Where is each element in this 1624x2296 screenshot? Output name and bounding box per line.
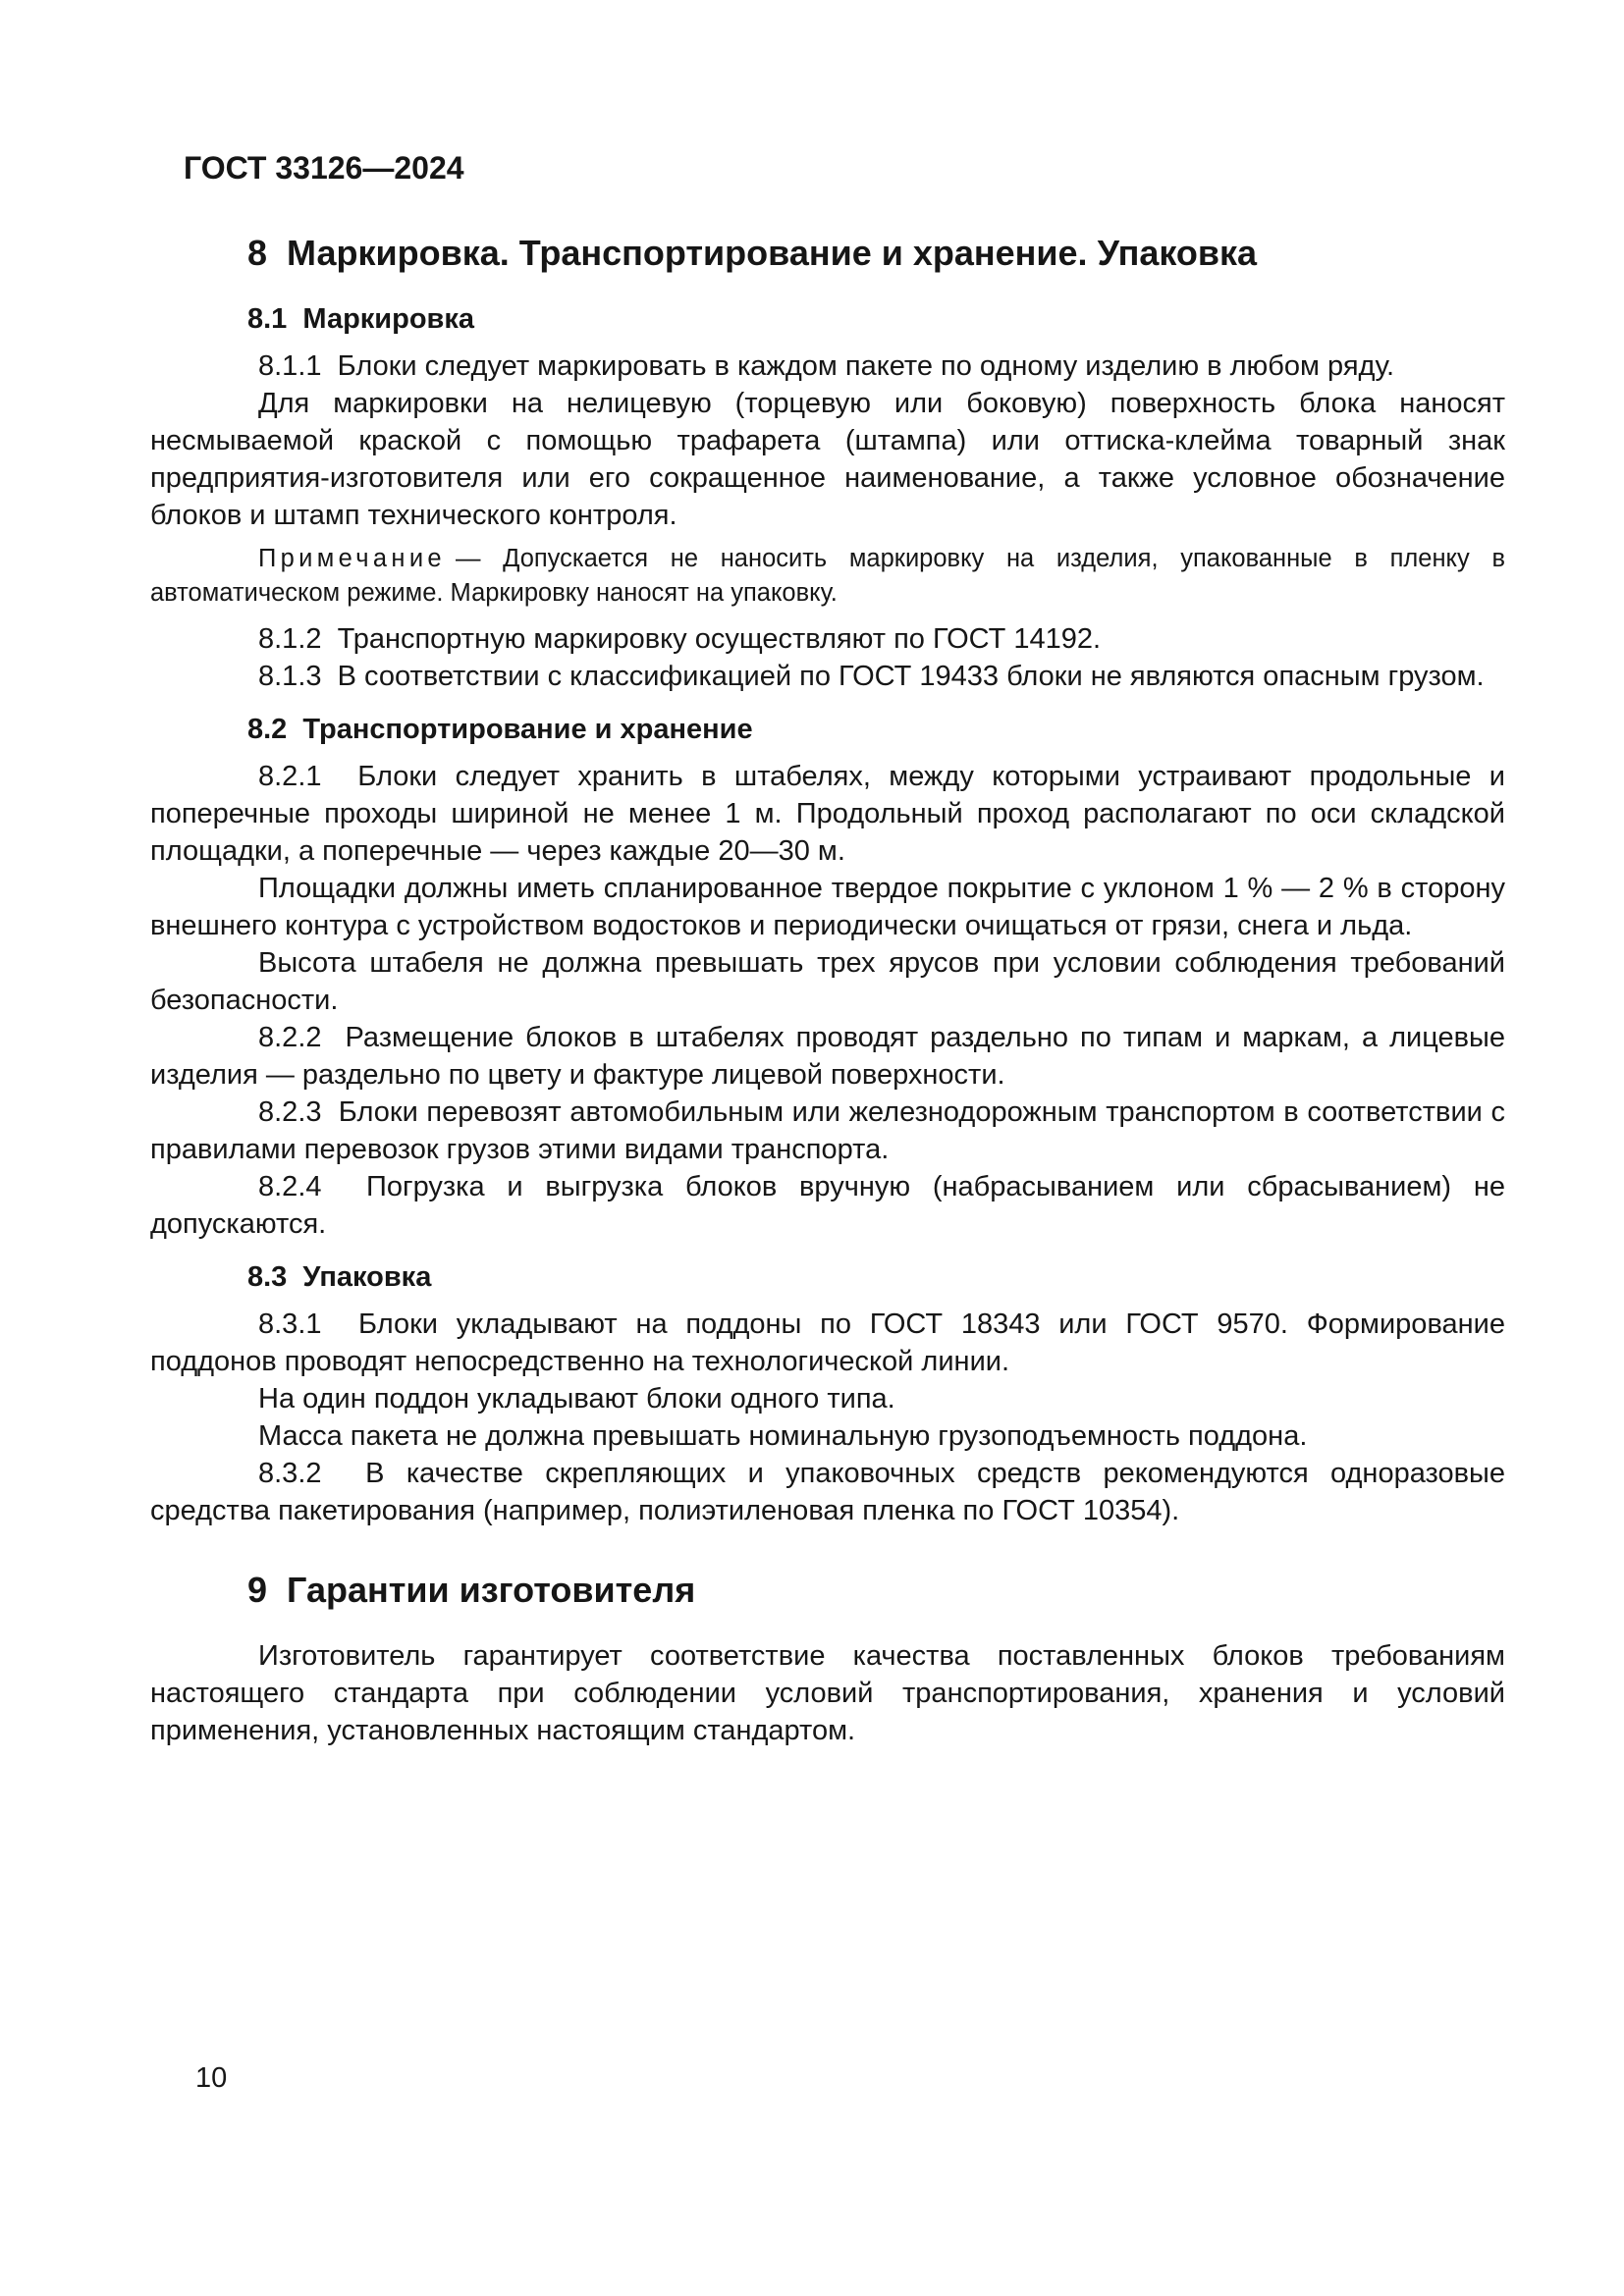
clause-8-2-2: 8.2.2 Размещение блоков в штабелях проводят раздельно по типам и маркам, а лицевые изделия — раздельно по цвету и фактуре лицевой поверхности.: [150, 1022, 1505, 1091]
clause-8-1-2: 8.1.2 Транспортную маркировку осуществляют по ГОСТ 14192.: [258, 623, 1102, 655]
clause-8-3-1: 8.3.1 Блоки укладывают на поддоны по ГОСТ 18343 или ГОСТ 9570. Формирование поддонов проводят непосредственно на технологической линии.: [150, 1308, 1505, 1377]
note-label: Примечание: [258, 545, 446, 572]
subsection-8-2-heading: 8.2 Транспортирование и хранение: [247, 714, 753, 745]
running-head: ГОСТ 33126—2024: [184, 150, 464, 186]
clause-8-1-3: 8.1.3 В соответствии с классификацией по ГОСТ 19433 блоки не являются опасным грузом.: [258, 661, 1485, 692]
paragraph-warranty: Изготовитель гарантирует соответствие качества поставленных блоков требованиям настоящего стандарта при соблюдении условий транспортирования, хранения и условий применения, установленных настоящим стандартом.: [150, 1640, 1505, 1746]
page-number: 10: [195, 2062, 228, 2094]
clause-8-3-2: 8.3.2 В качестве скрепляющих и упаковочных средств рекомендуются одноразовые средства пакетирования (например, полиэтиленовая пленка по ГОСТ 10354).: [150, 1458, 1505, 1526]
note-text: — Допускается не наносить маркировку на изделия, упакованные в пленку в автоматическом режиме. Маркировку наносят на упаковку.: [150, 545, 1505, 607]
paragraph-stack-height: Высота штабеля не должна превышать трех ярусов при условии соблюдения требований безопасности.: [150, 947, 1505, 1016]
subsection-8-1-heading: 8.1 Маркировка: [247, 303, 475, 335]
subsection-8-3-heading: 8.3 Упаковка: [247, 1261, 432, 1293]
clause-8-1-1: 8.1.1 Блоки следует маркировать в каждом пакете по одному изделию в любом ряду.: [258, 350, 1395, 382]
paragraph-one-pallet: На один поддон укладывают блоки одного типа.: [258, 1383, 895, 1415]
section-8-heading: 8 Маркировка. Транспортирование и хранение. Упаковка: [247, 233, 1258, 273]
clause-8-2-4: 8.2.4 Погрузка и выгрузка блоков вручную (набрасыванием или сбрасыванием) не допускаются.: [150, 1171, 1505, 1240]
clause-8-2-3: 8.2.3 Блоки перевозят автомобильным или железнодорожным транспортом в соответствии с правилами перевозок грузов этими видами транспорта.: [150, 1096, 1505, 1165]
paragraph-storage-areas: Площадки должны иметь спланированное твердое покрытие с уклоном 1 % — 2 % в сторону внешнего контура с устройством водостоков и периодически очищаться от грязи, снега и льда.: [150, 873, 1505, 941]
paragraph-package-mass: Масса пакета не должна превышать номинальную грузоподъемность поддона.: [258, 1420, 1308, 1452]
page-content: [150, 149, 1505, 1749]
clause-8-2-1: 8.2.1 Блоки следует хранить в штабелях, между которыми устраивают продольные и поперечные проходы шириной не менее 1 м. Продольный проход располагают по оси складской площадки, а поперечные — через каждые 20—30 м.: [150, 761, 1505, 867]
section-9-heading: 9 Гарантии изготовителя: [247, 1570, 696, 1610]
paragraph-marking-method: Для маркировки на нелицевую (торцевую или боковую) поверхность блока наносят несмываемой краской с помощью трафарета (штампа) или оттиска-клейма товарный знак предприятия-изготовителя или его сокращенное наименование, а также условное обозначение блоков и штамп технического контроля.: [150, 388, 1505, 531]
note-paragraph: [150, 542, 1505, 611]
